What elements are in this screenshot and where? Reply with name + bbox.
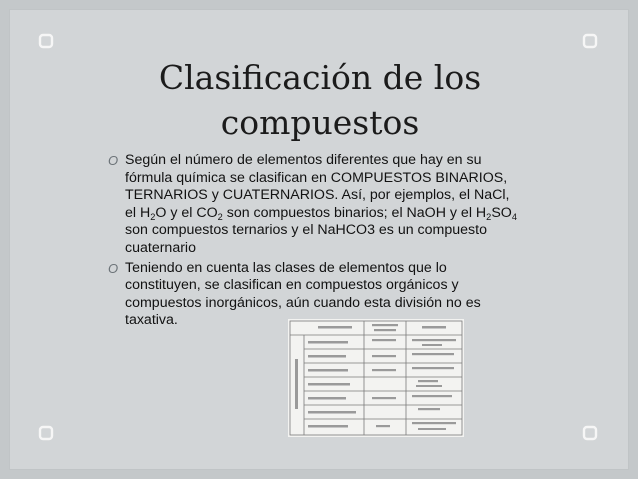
slide-title-line2: compuestos — [220, 103, 420, 142]
bullet-marker: O — [108, 153, 119, 168]
slide-title — [120, 55, 520, 145]
bullet-item-classification-by-elements — [108, 152, 518, 258]
corner-ornament-icon — [38, 425, 54, 441]
bullet1-subscript: 2 — [486, 211, 492, 222]
bullet1-subscript: 2 — [217, 211, 223, 222]
corner-ornament-icon — [582, 33, 598, 49]
bullet1-subscript: 4 — [511, 211, 517, 222]
functional-groups-table-image — [288, 319, 464, 437]
bullet-marker: O — [108, 260, 119, 276]
slide-body — [108, 152, 518, 330]
bullet1-text-part5: son compuestos ternarios y el NaHCO3 es un compuesto cuaternario — [125, 222, 487, 256]
bullet1-text-part1: Según el número de elementos diferentes que hay en su fórmula química se clasifican en COMPUESTOS BINARIOS, TERNARIOS y CUATERNARIOS. Así, por ejemplos, el NaCl, el H — [125, 152, 510, 221]
bullet1-subscript: 2 — [150, 211, 156, 222]
bullet1-text-part2: O y el CO — [155, 204, 218, 221]
bullet1-text-part3: son compuestos binarios; el NaOH y el H — [222, 204, 487, 221]
corner-ornament-icon — [38, 33, 54, 49]
bullet2-text: Teniendo en cuenta las clases de elementos que lo constituyen, se clasifican en compuestos orgánicos y compuestos inorgánicos, aún cuando esta división no es taxativa. — [125, 259, 481, 329]
corner-ornament-icon — [582, 425, 598, 441]
bullet1-text-part4: SO — [491, 204, 512, 221]
slide-title-line1: Clasificación de los — [158, 58, 482, 97]
